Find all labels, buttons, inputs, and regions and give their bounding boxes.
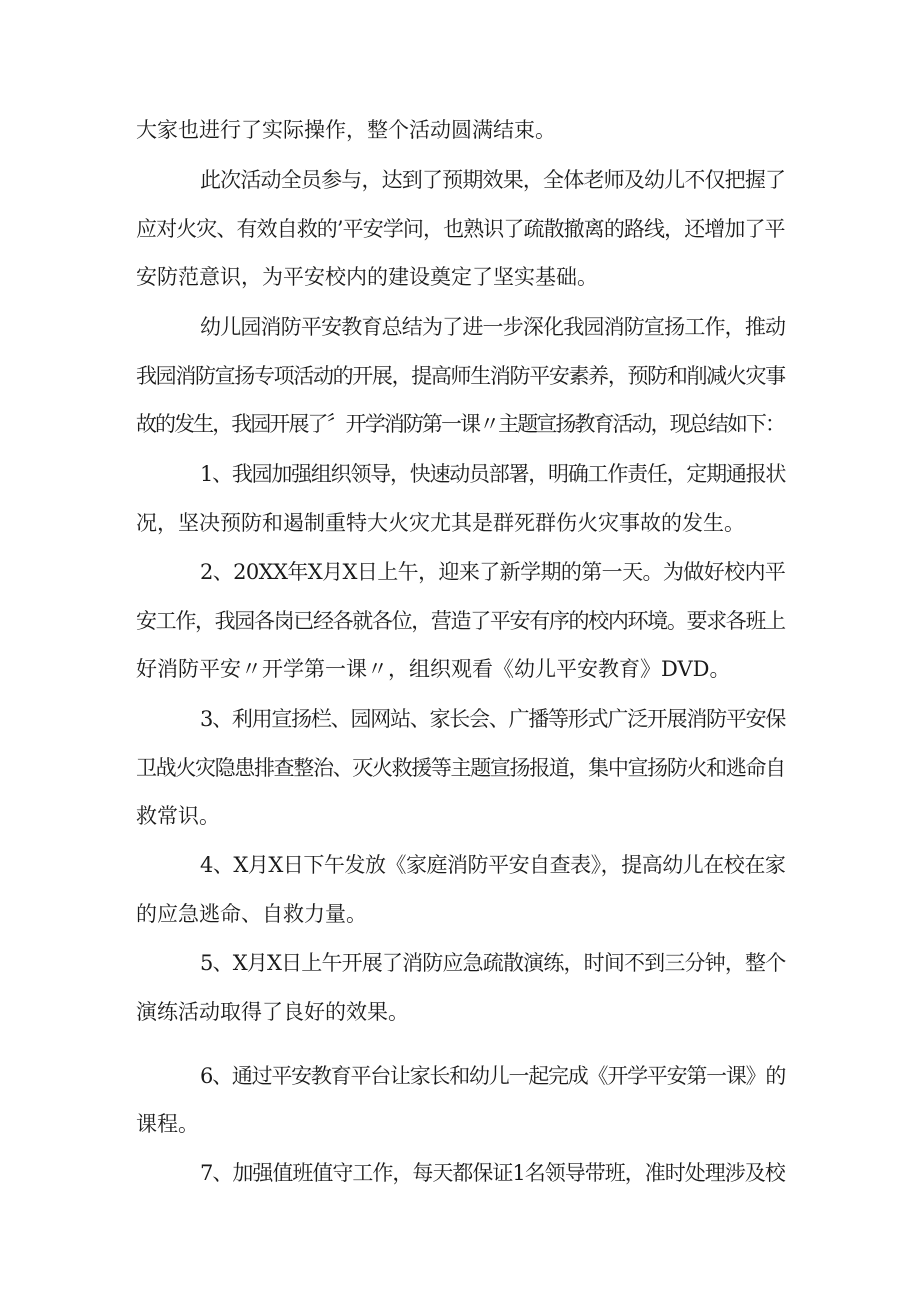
paragraph-first-line: 幼儿园消防平安教育总结为了进一步深化我园消防宣扬工作，推动 [200,315,786,339]
text-line: 故的发生，我园开展了〞开学消防第一课〃主题宣扬教育活动，现总结如下： [136,412,785,436]
paragraph-first-line: 1、我园加强组织领导，快速动员部署，明确工作责任，定期通报状 [200,462,786,486]
paragraph-first-line: 此次活动全员参与，达到了预期效果，全体老师及幼儿不仅把握了 [200,168,786,192]
text-line: 课程。 [136,1112,199,1136]
text-line: 的应急逃命、自救力量。 [136,902,367,926]
paragraph-first-line: 4、X月X日下午发放《家庭消防平安自查表》，提高幼儿在校在家 [200,853,786,877]
text-line: 我园消防宣扬专项活动的开展，提高师生消防平安素养，预防和削减火灾事 [136,364,785,388]
text-line: 安防范意识，为平安校内的建设奠定了坚实基础。 [136,265,598,289]
paragraph-first-line: 7、加强值班值守工作，每天都保证1名领导带班，准时处理涉及校 [200,1161,785,1185]
paragraph-first-line: 3、利用宣扬栏、园网站、家长会、广播等形式广泛开展消防平安保 [200,707,786,731]
text-line: 安工作，我园各岗已经各就各位，营造了平安有序的校内环境。要求各班上 [136,609,785,633]
paragraph-first-line: 6、通过平安教育平台让家长和幼儿一起完成《开学平安第一课》的 [200,1064,786,1088]
text-line: 救常识。 [136,804,220,828]
text-line: 况，坚决预防和遏制重特大火灾尤其是群死群伤火灾事故的发生。 [136,511,745,535]
paragraph-first-line: 5、X月X日上午开展了消防应急疏散演练，时间不到三分钟，整个 [200,951,786,975]
paragraph-first-line: 2、20XX年X月X日上午，迎来了新学期的第一天。为做好校内平 [200,560,786,584]
text-line: 应对火灾、有效自救的’平安学问，也熟识了疏散撤离的路线，还增加了平 [136,217,785,241]
text-line: 演练活动取得了良好的效果。 [136,1000,409,1024]
text-line: 大家也进行了实际操作，整个活动圆满结束。 [136,118,556,142]
text-line: 卫战火灾隐患排查整治、灭火救援等主题宣扬报道，集中宣扬防火和逃命自 [136,756,785,780]
text-line: 好消防平安〃开学第一课〃，组织观看《幼儿平安教育》DVD。 [136,657,731,681]
